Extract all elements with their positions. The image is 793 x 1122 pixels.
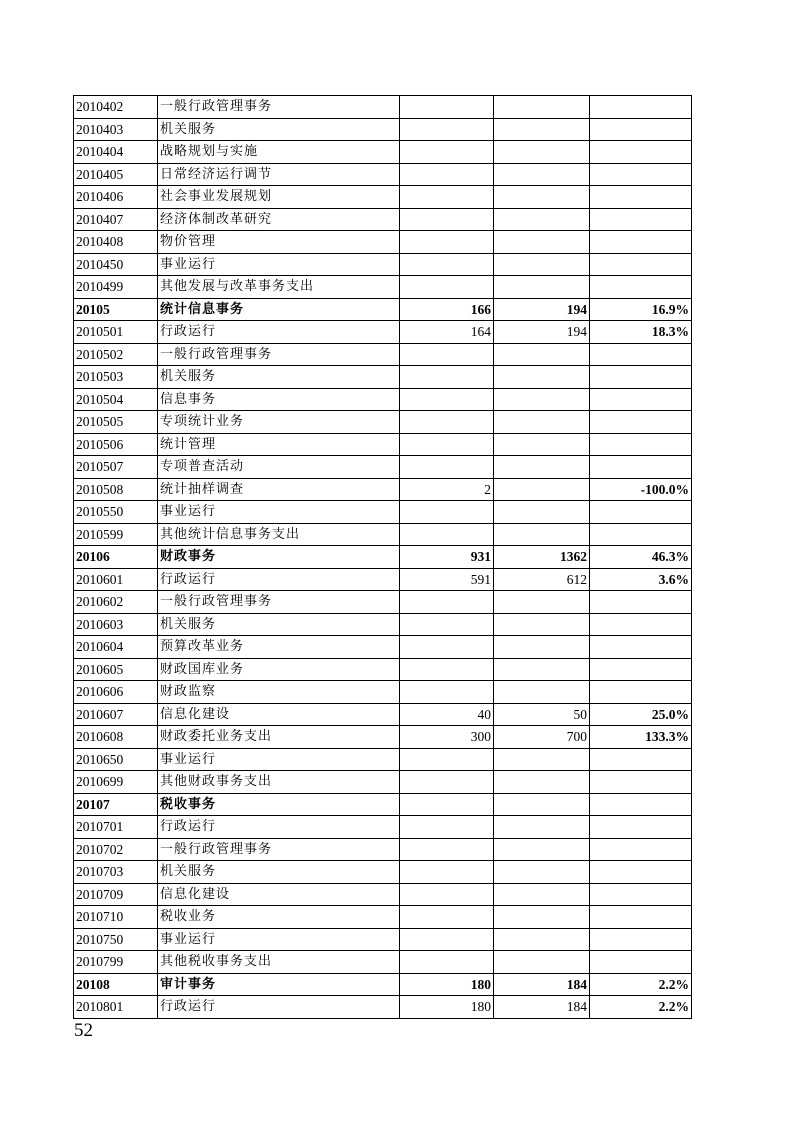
item-name-cell: 其他税收事务支出 [158, 951, 400, 974]
value-prev-cell [400, 276, 494, 299]
item-code-cell: 2010604 [74, 636, 158, 659]
item-code-cell: 2010450 [74, 253, 158, 276]
value-prev-cell [400, 433, 494, 456]
value-prev-cell [400, 636, 494, 659]
value-prev-cell [400, 591, 494, 614]
item-name-cell: 统计抽样调查 [158, 478, 400, 501]
value-curr-cell [494, 816, 590, 839]
item-name-cell: 物价管理 [158, 231, 400, 254]
table-row [74, 658, 692, 681]
value-curr-cell: 194 [494, 321, 590, 344]
value-curr-cell [494, 658, 590, 681]
item-code-cell: 2010502 [74, 343, 158, 366]
table-section-row [74, 973, 692, 996]
value-prev-cell [400, 141, 494, 164]
item-name-cell: 事业运行 [158, 928, 400, 951]
item-code-cell: 2010703 [74, 861, 158, 884]
item-code-cell: 2010402 [74, 96, 158, 119]
change-pct-cell: -100.0% [590, 478, 692, 501]
value-curr-cell: 50 [494, 703, 590, 726]
change-pct-cell [590, 636, 692, 659]
item-code-cell: 2010699 [74, 771, 158, 794]
value-prev-cell: 166 [400, 298, 494, 321]
value-prev-cell [400, 928, 494, 951]
item-code-cell: 20107 [74, 793, 158, 816]
change-pct-cell: 133.3% [590, 726, 692, 749]
change-pct-cell [590, 883, 692, 906]
value-curr-cell [494, 276, 590, 299]
table-row [74, 726, 692, 749]
table-row [74, 343, 692, 366]
item-name-cell: 财政监察 [158, 681, 400, 704]
item-name-cell: 信息事务 [158, 388, 400, 411]
item-name-cell: 专项普查活动 [158, 456, 400, 479]
item-code-cell: 2010503 [74, 366, 158, 389]
item-name-cell: 预算改革业务 [158, 636, 400, 659]
item-name-cell: 事业运行 [158, 748, 400, 771]
value-curr-cell: 700 [494, 726, 590, 749]
change-pct-cell [590, 253, 692, 276]
table-row [74, 883, 692, 906]
value-prev-cell [400, 658, 494, 681]
table-row [74, 141, 692, 164]
value-prev-cell [400, 748, 494, 771]
value-curr-cell [494, 118, 590, 141]
change-pct-cell [590, 591, 692, 614]
table-row [74, 591, 692, 614]
change-pct-cell [590, 658, 692, 681]
table-row [74, 366, 692, 389]
change-pct-cell [590, 163, 692, 186]
value-curr-cell [494, 591, 590, 614]
value-curr-cell [494, 883, 590, 906]
item-code-cell: 2010799 [74, 951, 158, 974]
item-name-cell: 事业运行 [158, 253, 400, 276]
item-code-cell: 2010507 [74, 456, 158, 479]
value-curr-cell [494, 478, 590, 501]
change-pct-cell [590, 613, 692, 636]
table-row [74, 276, 692, 299]
item-name-cell: 其他财政事务支出 [158, 771, 400, 794]
change-pct-cell: 16.9% [590, 298, 692, 321]
value-curr-cell [494, 343, 590, 366]
change-pct-cell [590, 366, 692, 389]
item-code-cell: 20105 [74, 298, 158, 321]
item-code-cell: 2010607 [74, 703, 158, 726]
table-row [74, 163, 692, 186]
table-row [74, 636, 692, 659]
item-name-cell: 机关服务 [158, 118, 400, 141]
change-pct-cell [590, 118, 692, 141]
item-code-cell: 2010605 [74, 658, 158, 681]
change-pct-cell [590, 838, 692, 861]
value-prev-cell: 180 [400, 996, 494, 1019]
item-name-cell: 行政运行 [158, 996, 400, 1019]
item-code-cell: 2010504 [74, 388, 158, 411]
value-prev-cell [400, 681, 494, 704]
table-row [74, 771, 692, 794]
value-prev-cell [400, 501, 494, 524]
item-code-cell: 2010750 [74, 928, 158, 951]
change-pct-cell [590, 231, 692, 254]
value-prev-cell [400, 96, 494, 119]
item-name-cell: 信息化建设 [158, 703, 400, 726]
table-row [74, 118, 692, 141]
table-row [74, 838, 692, 861]
value-prev-cell [400, 793, 494, 816]
value-prev-cell [400, 861, 494, 884]
value-curr-cell [494, 231, 590, 254]
item-code-cell: 2010403 [74, 118, 158, 141]
change-pct-cell [590, 186, 692, 209]
item-code-cell: 2010702 [74, 838, 158, 861]
budget-table-body [74, 96, 692, 1019]
change-pct-cell [590, 501, 692, 524]
table-row [74, 388, 692, 411]
item-name-cell: 社会事业发展规划 [158, 186, 400, 209]
table-section-row [74, 793, 692, 816]
table-row [74, 748, 692, 771]
change-pct-cell [590, 748, 692, 771]
value-curr-cell [494, 96, 590, 119]
change-pct-cell: 2.2% [590, 996, 692, 1019]
value-curr-cell [494, 951, 590, 974]
table-row [74, 996, 692, 1019]
item-name-cell: 日常经济运行调节 [158, 163, 400, 186]
change-pct-cell: 46.3% [590, 546, 692, 569]
item-name-cell: 专项统计业务 [158, 411, 400, 434]
value-prev-cell [400, 118, 494, 141]
change-pct-cell: 18.3% [590, 321, 692, 344]
table-row [74, 928, 692, 951]
table-row [74, 613, 692, 636]
item-name-cell: 税收事务 [158, 793, 400, 816]
item-name-cell: 税收业务 [158, 906, 400, 929]
change-pct-cell: 2.2% [590, 973, 692, 996]
item-code-cell: 2010601 [74, 568, 158, 591]
table-row [74, 906, 692, 929]
value-curr-cell [494, 793, 590, 816]
value-curr-cell [494, 253, 590, 276]
item-code-cell: 2010710 [74, 906, 158, 929]
table-row [74, 321, 692, 344]
table-row [74, 96, 692, 119]
change-pct-cell [590, 951, 692, 974]
value-prev-cell [400, 951, 494, 974]
value-prev-cell [400, 883, 494, 906]
change-pct-cell [590, 343, 692, 366]
item-code-cell: 2010404 [74, 141, 158, 164]
value-prev-cell: 591 [400, 568, 494, 591]
value-prev-cell [400, 816, 494, 839]
table-row [74, 456, 692, 479]
change-pct-cell [590, 906, 692, 929]
change-pct-cell [590, 771, 692, 794]
item-code-cell: 2010650 [74, 748, 158, 771]
item-code-cell: 2010608 [74, 726, 158, 749]
value-curr-cell [494, 838, 590, 861]
item-code-cell: 2010550 [74, 501, 158, 524]
change-pct-cell [590, 276, 692, 299]
item-name-cell: 其他统计信息事务支出 [158, 523, 400, 546]
table-row [74, 478, 692, 501]
value-prev-cell [400, 163, 494, 186]
value-curr-cell [494, 771, 590, 794]
item-name-cell: 战略规划与实施 [158, 141, 400, 164]
item-name-cell: 统计管理 [158, 433, 400, 456]
item-code-cell: 2010801 [74, 996, 158, 1019]
item-code-cell: 2010499 [74, 276, 158, 299]
item-code-cell: 2010505 [74, 411, 158, 434]
item-name-cell: 经济体制改革研究 [158, 208, 400, 231]
table-row [74, 501, 692, 524]
page-number: 52 [74, 1020, 93, 1041]
value-curr-cell [494, 748, 590, 771]
change-pct-cell [590, 433, 692, 456]
value-prev-cell: 300 [400, 726, 494, 749]
change-pct-cell: 3.6% [590, 568, 692, 591]
item-name-cell: 审计事务 [158, 973, 400, 996]
item-code-cell: 2010406 [74, 186, 158, 209]
item-name-cell: 其他发展与改革事务支出 [158, 276, 400, 299]
item-name-cell: 财政国库业务 [158, 658, 400, 681]
item-code-cell: 2010606 [74, 681, 158, 704]
item-code-cell: 2010599 [74, 523, 158, 546]
item-code-cell: 2010501 [74, 321, 158, 344]
change-pct-cell [590, 208, 692, 231]
value-curr-cell [494, 681, 590, 704]
value-curr-cell: 194 [494, 298, 590, 321]
item-name-cell: 行政运行 [158, 321, 400, 344]
item-code-cell: 2010506 [74, 433, 158, 456]
change-pct-cell [590, 681, 692, 704]
value-curr-cell [494, 141, 590, 164]
value-prev-cell: 40 [400, 703, 494, 726]
value-prev-cell: 164 [400, 321, 494, 344]
table-row [74, 253, 692, 276]
value-curr-cell [494, 163, 590, 186]
table-row [74, 231, 692, 254]
value-prev-cell: 2 [400, 478, 494, 501]
value-prev-cell [400, 906, 494, 929]
table-row [74, 433, 692, 456]
item-name-cell: 一般行政管理事务 [158, 96, 400, 119]
value-curr-cell [494, 928, 590, 951]
table-row [74, 186, 692, 209]
item-name-cell: 一般行政管理事务 [158, 838, 400, 861]
item-name-cell: 财政事务 [158, 546, 400, 569]
table-section-row [74, 298, 692, 321]
item-name-cell: 机关服务 [158, 366, 400, 389]
value-curr-cell [494, 636, 590, 659]
budget-table [73, 95, 692, 1019]
item-name-cell: 行政运行 [158, 568, 400, 591]
value-prev-cell [400, 838, 494, 861]
item-name-cell: 一般行政管理事务 [158, 591, 400, 614]
change-pct-cell [590, 861, 692, 884]
table-row [74, 568, 692, 591]
value-prev-cell [400, 523, 494, 546]
value-curr-cell: 184 [494, 973, 590, 996]
change-pct-cell [590, 816, 692, 839]
value-prev-cell [400, 208, 494, 231]
value-curr-cell [494, 388, 590, 411]
value-curr-cell [494, 366, 590, 389]
item-code-cell: 2010602 [74, 591, 158, 614]
value-prev-cell [400, 456, 494, 479]
value-prev-cell [400, 231, 494, 254]
item-code-cell: 2010407 [74, 208, 158, 231]
value-prev-cell [400, 388, 494, 411]
value-curr-cell [494, 208, 590, 231]
value-curr-cell [494, 186, 590, 209]
value-curr-cell [494, 861, 590, 884]
item-code-cell: 2010405 [74, 163, 158, 186]
value-prev-cell [400, 343, 494, 366]
value-curr-cell [494, 456, 590, 479]
item-code-cell: 2010701 [74, 816, 158, 839]
change-pct-cell [590, 141, 692, 164]
value-curr-cell: 612 [494, 568, 590, 591]
change-pct-cell [590, 928, 692, 951]
value-prev-cell [400, 411, 494, 434]
change-pct-cell: 25.0% [590, 703, 692, 726]
value-prev-cell [400, 771, 494, 794]
table-row [74, 411, 692, 434]
table-row [74, 208, 692, 231]
change-pct-cell [590, 388, 692, 411]
item-name-cell: 机关服务 [158, 613, 400, 636]
value-curr-cell [494, 501, 590, 524]
change-pct-cell [590, 411, 692, 434]
value-prev-cell [400, 253, 494, 276]
item-code-cell: 20108 [74, 973, 158, 996]
value-prev-cell: 180 [400, 973, 494, 996]
item-name-cell: 行政运行 [158, 816, 400, 839]
value-prev-cell [400, 366, 494, 389]
change-pct-cell [590, 96, 692, 119]
table-row [74, 861, 692, 884]
item-name-cell: 事业运行 [158, 501, 400, 524]
item-code-cell: 2010603 [74, 613, 158, 636]
table-row [74, 951, 692, 974]
change-pct-cell [590, 456, 692, 479]
change-pct-cell [590, 793, 692, 816]
item-name-cell: 一般行政管理事务 [158, 343, 400, 366]
value-curr-cell: 1362 [494, 546, 590, 569]
value-prev-cell [400, 186, 494, 209]
table-section-row [74, 546, 692, 569]
item-name-cell: 机关服务 [158, 861, 400, 884]
item-code-cell: 20106 [74, 546, 158, 569]
value-prev-cell: 931 [400, 546, 494, 569]
table-row [74, 703, 692, 726]
table-row [74, 523, 692, 546]
item-code-cell: 2010709 [74, 883, 158, 906]
value-curr-cell: 184 [494, 996, 590, 1019]
value-curr-cell [494, 433, 590, 456]
item-name-cell: 信息化建设 [158, 883, 400, 906]
table-row [74, 816, 692, 839]
value-curr-cell [494, 613, 590, 636]
value-prev-cell [400, 613, 494, 636]
change-pct-cell [590, 523, 692, 546]
item-name-cell: 统计信息事务 [158, 298, 400, 321]
item-code-cell: 2010408 [74, 231, 158, 254]
value-curr-cell [494, 523, 590, 546]
item-code-cell: 2010508 [74, 478, 158, 501]
value-curr-cell [494, 411, 590, 434]
value-curr-cell [494, 906, 590, 929]
table-row [74, 681, 692, 704]
item-name-cell: 财政委托业务支出 [158, 726, 400, 749]
